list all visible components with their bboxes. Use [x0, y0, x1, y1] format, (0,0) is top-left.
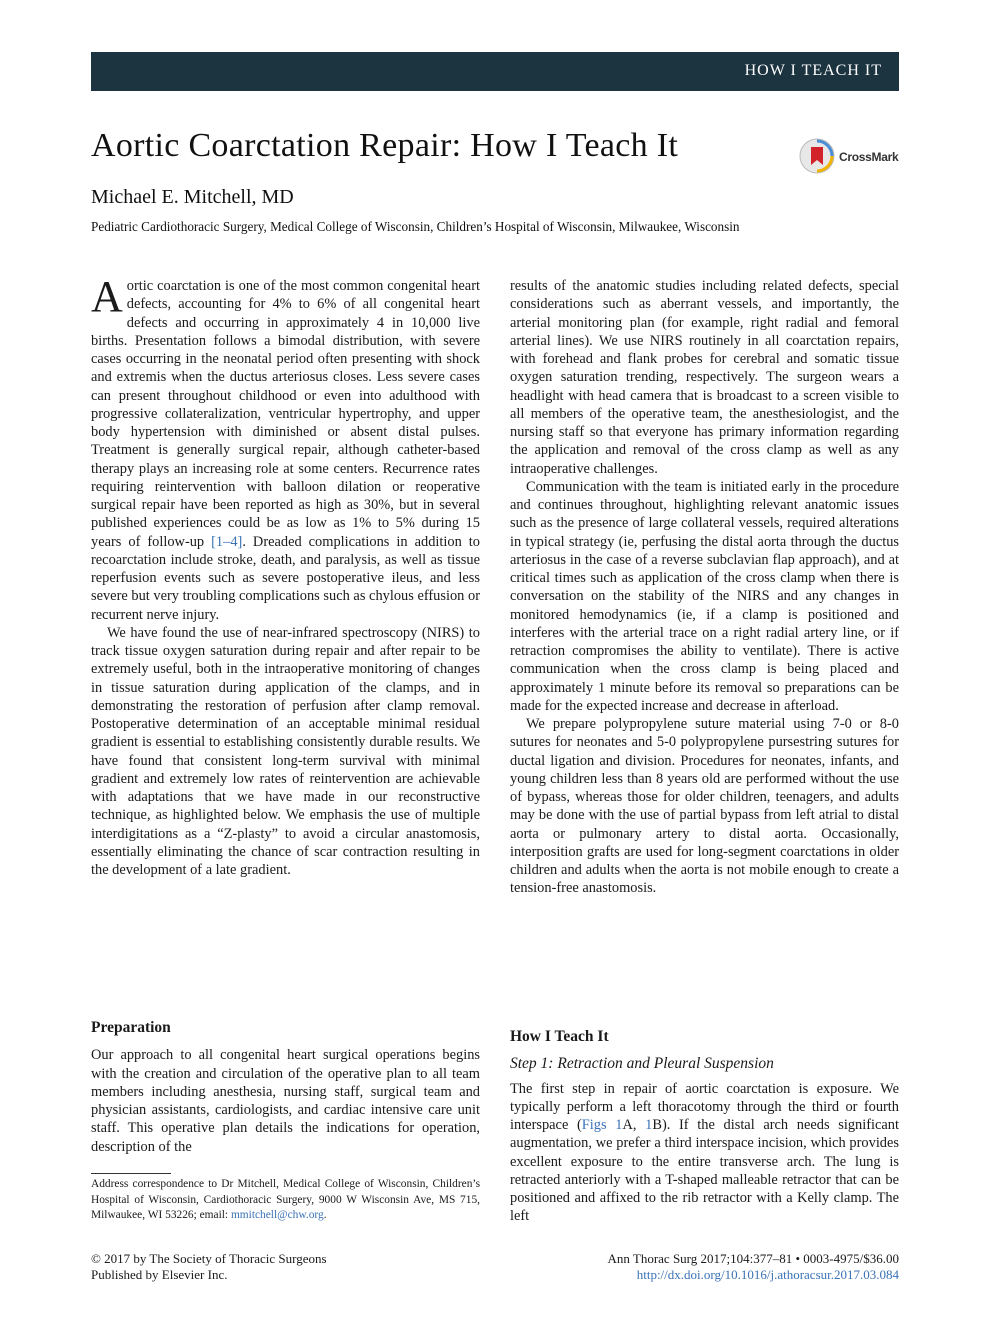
copyright-text: © 2017 by The Society of Thoracic Surgeons	[91, 1251, 327, 1266]
right-paragraph-2: Communication with the team is initiated early in the procedure and continues throughout, highlighting relevant anatomic issues such as the presence of large collateral vessels, required alterations in typical strategy (ie, perfusing the distal aorta through the ductus arteriosus in the case of a reverse subclavian flap approach), and at critical times such as application of the cross clamp when there is conversation on the stability of the NIRS and any changes in monitored hemodynamics (ie, if a clamp is positioned and interferes with the arterial trace on a right radial artery line, or if retraction compromises the ability to ventilate). There is active communication when the cross clamp is being placed and approximately 1 minute before its removal so preparations can be made for the expected increase and decrease in afterload.	[510, 478, 899, 714]
publisher-text: Published by Elsevier Inc.	[91, 1267, 228, 1282]
footnote-divider	[91, 1173, 171, 1174]
correspondence-footnote: Address correspondence to Dr Mitchell, Medical College of Wisconsin, Children’s Hospital of Wisconsin, Cardiothoracic Surgery, 9000 W Wisconsin Ave, MS 715, Milwaukee, WI 53226; email: mmitchell@chw.org.	[91, 1178, 480, 1221]
how-i-teach-section	[510, 1028, 899, 1226]
step1-paragraph: The first step in repair of aortic coarctation is exposure. We typically perform a left thoracotomy through the third or fourth interspace (Figs 1A, 1B). If the distal arch needs significant augmentation, we prefer a third interspace incision, which provides excellent exposure to the entire transverse arch. The lung is retracted anteriorly with a T-shaped malleable retractor that can be positioned and affixed to the rib retractor with a Kelly clamp. The left	[510, 1080, 899, 1225]
crossmark-badge[interactable]	[799, 138, 903, 176]
intro-paragraph-1: Aortic coarctation is one of the most common congenital heart defects, accounting for 4% to 6% of all congenital heart defects and occurring in approximately 4 in 10,000 live births. Presentation follows a bimodal distribution, with severe cases occurring in the neonatal period often presenting with shock and extremis when the ductus arteriosus closes. Less severe cases can present throughout childhood or even into adulthood with progressive collateralization, ventricular hypertrophy, and upper body hypertension with diminished or absent distal pulses. Treatment is generally surgical repair, although catheter-based therapy plays an increasing role at some centers. Recurrence rates requiring reintervention with balloon dilation or reoperative surgical repair have been reported as high as 30%, but in several published experiences could be as low as 1% to 5% during 15 years of follow-up [1–4]. Dreaded complications in addition to recoarctation include stroke, death, and paralysis, as well as tissue reperfusion events such as severe postoperative ileus, and less severe but very troubling complications such as chylous effusion or recurrent nerve injury.	[91, 272, 480, 623]
figure-link[interactable]: 1	[645, 1117, 653, 1133]
footer-right	[607, 1251, 899, 1283]
left-column	[91, 272, 480, 879]
email-link[interactable]: mmitchell@chw.org	[230, 1209, 324, 1221]
step1-heading: Step 1: Retraction and Pleural Suspension	[510, 1055, 774, 1073]
preparation-paragraph: Our approach to all congenital heart surgical operations begins with the creation and circulation of the operative plan to all team members including anesthesia, nursing staff, surgical team and physician assistants, cardiologists, and cardiac intensive care unit staff. This operative plan details the indications for operation, description of the	[91, 1047, 480, 1155]
drop-cap: A	[91, 272, 123, 321]
how-i-teach-heading: How I Teach It	[510, 1028, 609, 1045]
right-column	[510, 277, 899, 898]
section-label: HOW I TEACH IT	[744, 62, 882, 79]
reference-link[interactable]: [1–4]	[211, 533, 243, 550]
right-paragraph-3: We prepare polypropylene suture material using 7-0 or 8-0 sutures for neonates and 5-0 polypropylene pursestring sutures for ductal ligation and division. Procedures for neonates, infants, and young children less than 8 years old are performed without the use of bypass, whereas those for older children, teenagers, and adults may be done with the use of partial bypass from left atrial to distal aorta or pulmonary artery to distal aorta. Occasionally, interposition grafts are used for long-segment coarctations in older children and adults when the aorta is not mobile enough to create a tension-free anastomosis.	[510, 716, 899, 897]
author-affiliation: Pediatric Cardiothoracic Surgery, Medical College of Wisconsin, Children’s Hospital of Wisconsin, Milwaukee, Wisconsin	[91, 219, 740, 234]
intro-paragraph-2: We have found the use of near-infrared spectroscopy (NIRS) to track tissue oxygen saturation during repair and after repair to be extremely useful, both in the intraoperative monitoring of changes in tissue saturation during application of the clamps, and in demonstrating the restoration of perfusion after clamp removal. Postoperative determination of an acceptable minimal residual gradient is essential to establishing consistently durable results. We have found that consistent long-term survival with minimal gradient and extremely low rates of reintervention are achievable with adaptations that we have made in our reconstructive technique, as highlighted below. We emphasis the use of multiple interdigitations as a “Z-plasty” to avoid a circular anastomosis, essentially eliminating the chance of scar contraction resulting in the development of a late gradient.	[91, 624, 480, 878]
section-banner	[91, 52, 899, 91]
citation-text: Ann Thorac Surg 2017;104:377–81 • 0003-4975/$36.00	[607, 1251, 899, 1266]
author-name: Michael E. Mitchell, MD	[91, 186, 294, 208]
doi-link[interactable]: http://dx.doi.org/10.1016/j.athoracsur.2017.03.084	[636, 1267, 899, 1282]
footer-left	[91, 1251, 327, 1283]
crossmark-icon	[799, 138, 835, 174]
preparation-heading: Preparation	[91, 1019, 171, 1036]
right-paragraph-1: results of the anatomic studies including related defects, special considerations such as aberrant vessels, and importantly, the arterial monitoring plan (for example, right radial and femoral arterial lines). We use NIRS routinely in all coarctation repairs, with forehead and flank probes for cerebral and somatic tissue oxygen saturation trending, respectively. The surgeon wears a headlight with head camera that is broadcast to a screen visible to all members of the operative team, the anesthesiologist, and the nursing staff so that everyone has primary information regarding the application and removal of the cross clamp as well as any intraoperative challenges.	[510, 278, 899, 477]
figure-link[interactable]: Figs 1	[581, 1117, 623, 1133]
crossmark-label: CrossMark	[839, 150, 899, 164]
preparation-section	[91, 1019, 480, 1156]
article-title: Aortic Coarctation Repair: How I Teach It	[91, 127, 679, 164]
